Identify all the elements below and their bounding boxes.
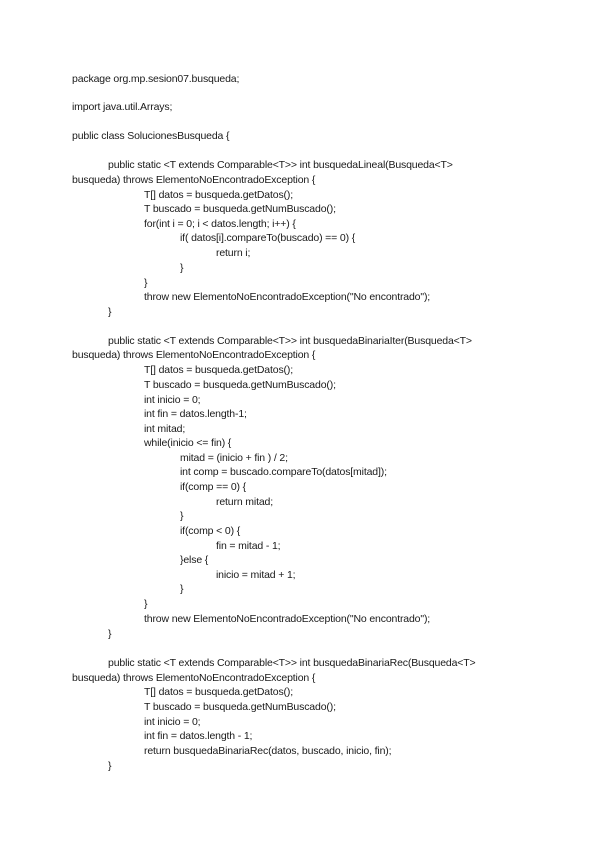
code-line: public static <T extends Comparable<T>> int busquedaLineal(Busqueda<T> — [108, 159, 453, 171]
code-line: int comp = buscado.compareTo(datos[mitad]); — [180, 466, 387, 478]
code-line: } — [108, 306, 112, 318]
code-line: public static <T extends Comparable<T>> int busquedaBinariaRec(Busqueda<T> — [108, 657, 476, 669]
code-line: throw new ElementoNoEncontradoException("No encontrado"); — [144, 613, 431, 625]
code-line: } — [180, 262, 184, 274]
code-line: T buscado = busqueda.getNumBuscado(); — [144, 379, 336, 391]
code-line: busqueda) throws ElementoNoEncontradoException { — [72, 174, 316, 186]
code-line: if( datos[i].compareTo(buscado) == 0) { — [180, 232, 356, 244]
code-line: public static <T extends Comparable<T>> int busquedaBinariaIter(Busqueda<T> — [108, 335, 472, 347]
code-line: import java.util.Arrays; — [72, 101, 173, 113]
code-line: fin = mitad - 1; — [216, 540, 281, 552]
code-line: } — [180, 583, 184, 595]
code-line: int fin = datos.length - 1; — [144, 730, 253, 742]
code-line: int fin = datos.length-1; — [144, 408, 247, 420]
code-line: } — [108, 628, 112, 640]
code-line: inicio = mitad + 1; — [216, 569, 296, 581]
code-line: busqueda) throws ElementoNoEncontradoException { — [72, 672, 316, 684]
code-line: return busquedaBinariaRec(datos, buscado, inicio, fin); — [144, 745, 392, 757]
code-line: T[] datos = busqueda.getDatos(); — [144, 189, 293, 201]
code-line: return mitad; — [216, 496, 273, 508]
code-line: } — [180, 510, 184, 522]
code-line: if(comp == 0) { — [180, 481, 247, 493]
code-line: T[] datos = busqueda.getDatos(); — [144, 364, 293, 376]
code-line: int inicio = 0; — [144, 394, 201, 406]
code-line: T[] datos = busqueda.getDatos(); — [144, 686, 293, 698]
code-line: int inicio = 0; — [144, 716, 201, 728]
code-line: T buscado = busqueda.getNumBuscado(); — [144, 203, 336, 215]
code-line: public class SolucionesBusqueda { — [72, 130, 230, 142]
code-line: int mitad; — [144, 423, 186, 435]
code-line: throw new ElementoNoEncontradoException("No encontrado"); — [144, 291, 431, 303]
code-line: package org.mp.sesion07.busqueda; — [72, 73, 240, 85]
code-line: } — [144, 277, 148, 289]
code-line: if(comp < 0) { — [180, 525, 241, 537]
code-line: busqueda) throws ElementoNoEncontradoException { — [72, 349, 316, 361]
code-line: mitad = (inicio + fin ) / 2; — [180, 452, 288, 464]
code-line: T buscado = busqueda.getNumBuscado(); — [144, 701, 336, 713]
code-line: }else { — [180, 554, 209, 566]
code-line: } — [144, 598, 148, 610]
code-line: return i; — [216, 247, 251, 259]
code-line: while(inicio <= fin) { — [144, 437, 232, 449]
code-line: } — [108, 760, 112, 772]
code-line: for(int i = 0; i < datos.length; i++) { — [144, 218, 296, 230]
